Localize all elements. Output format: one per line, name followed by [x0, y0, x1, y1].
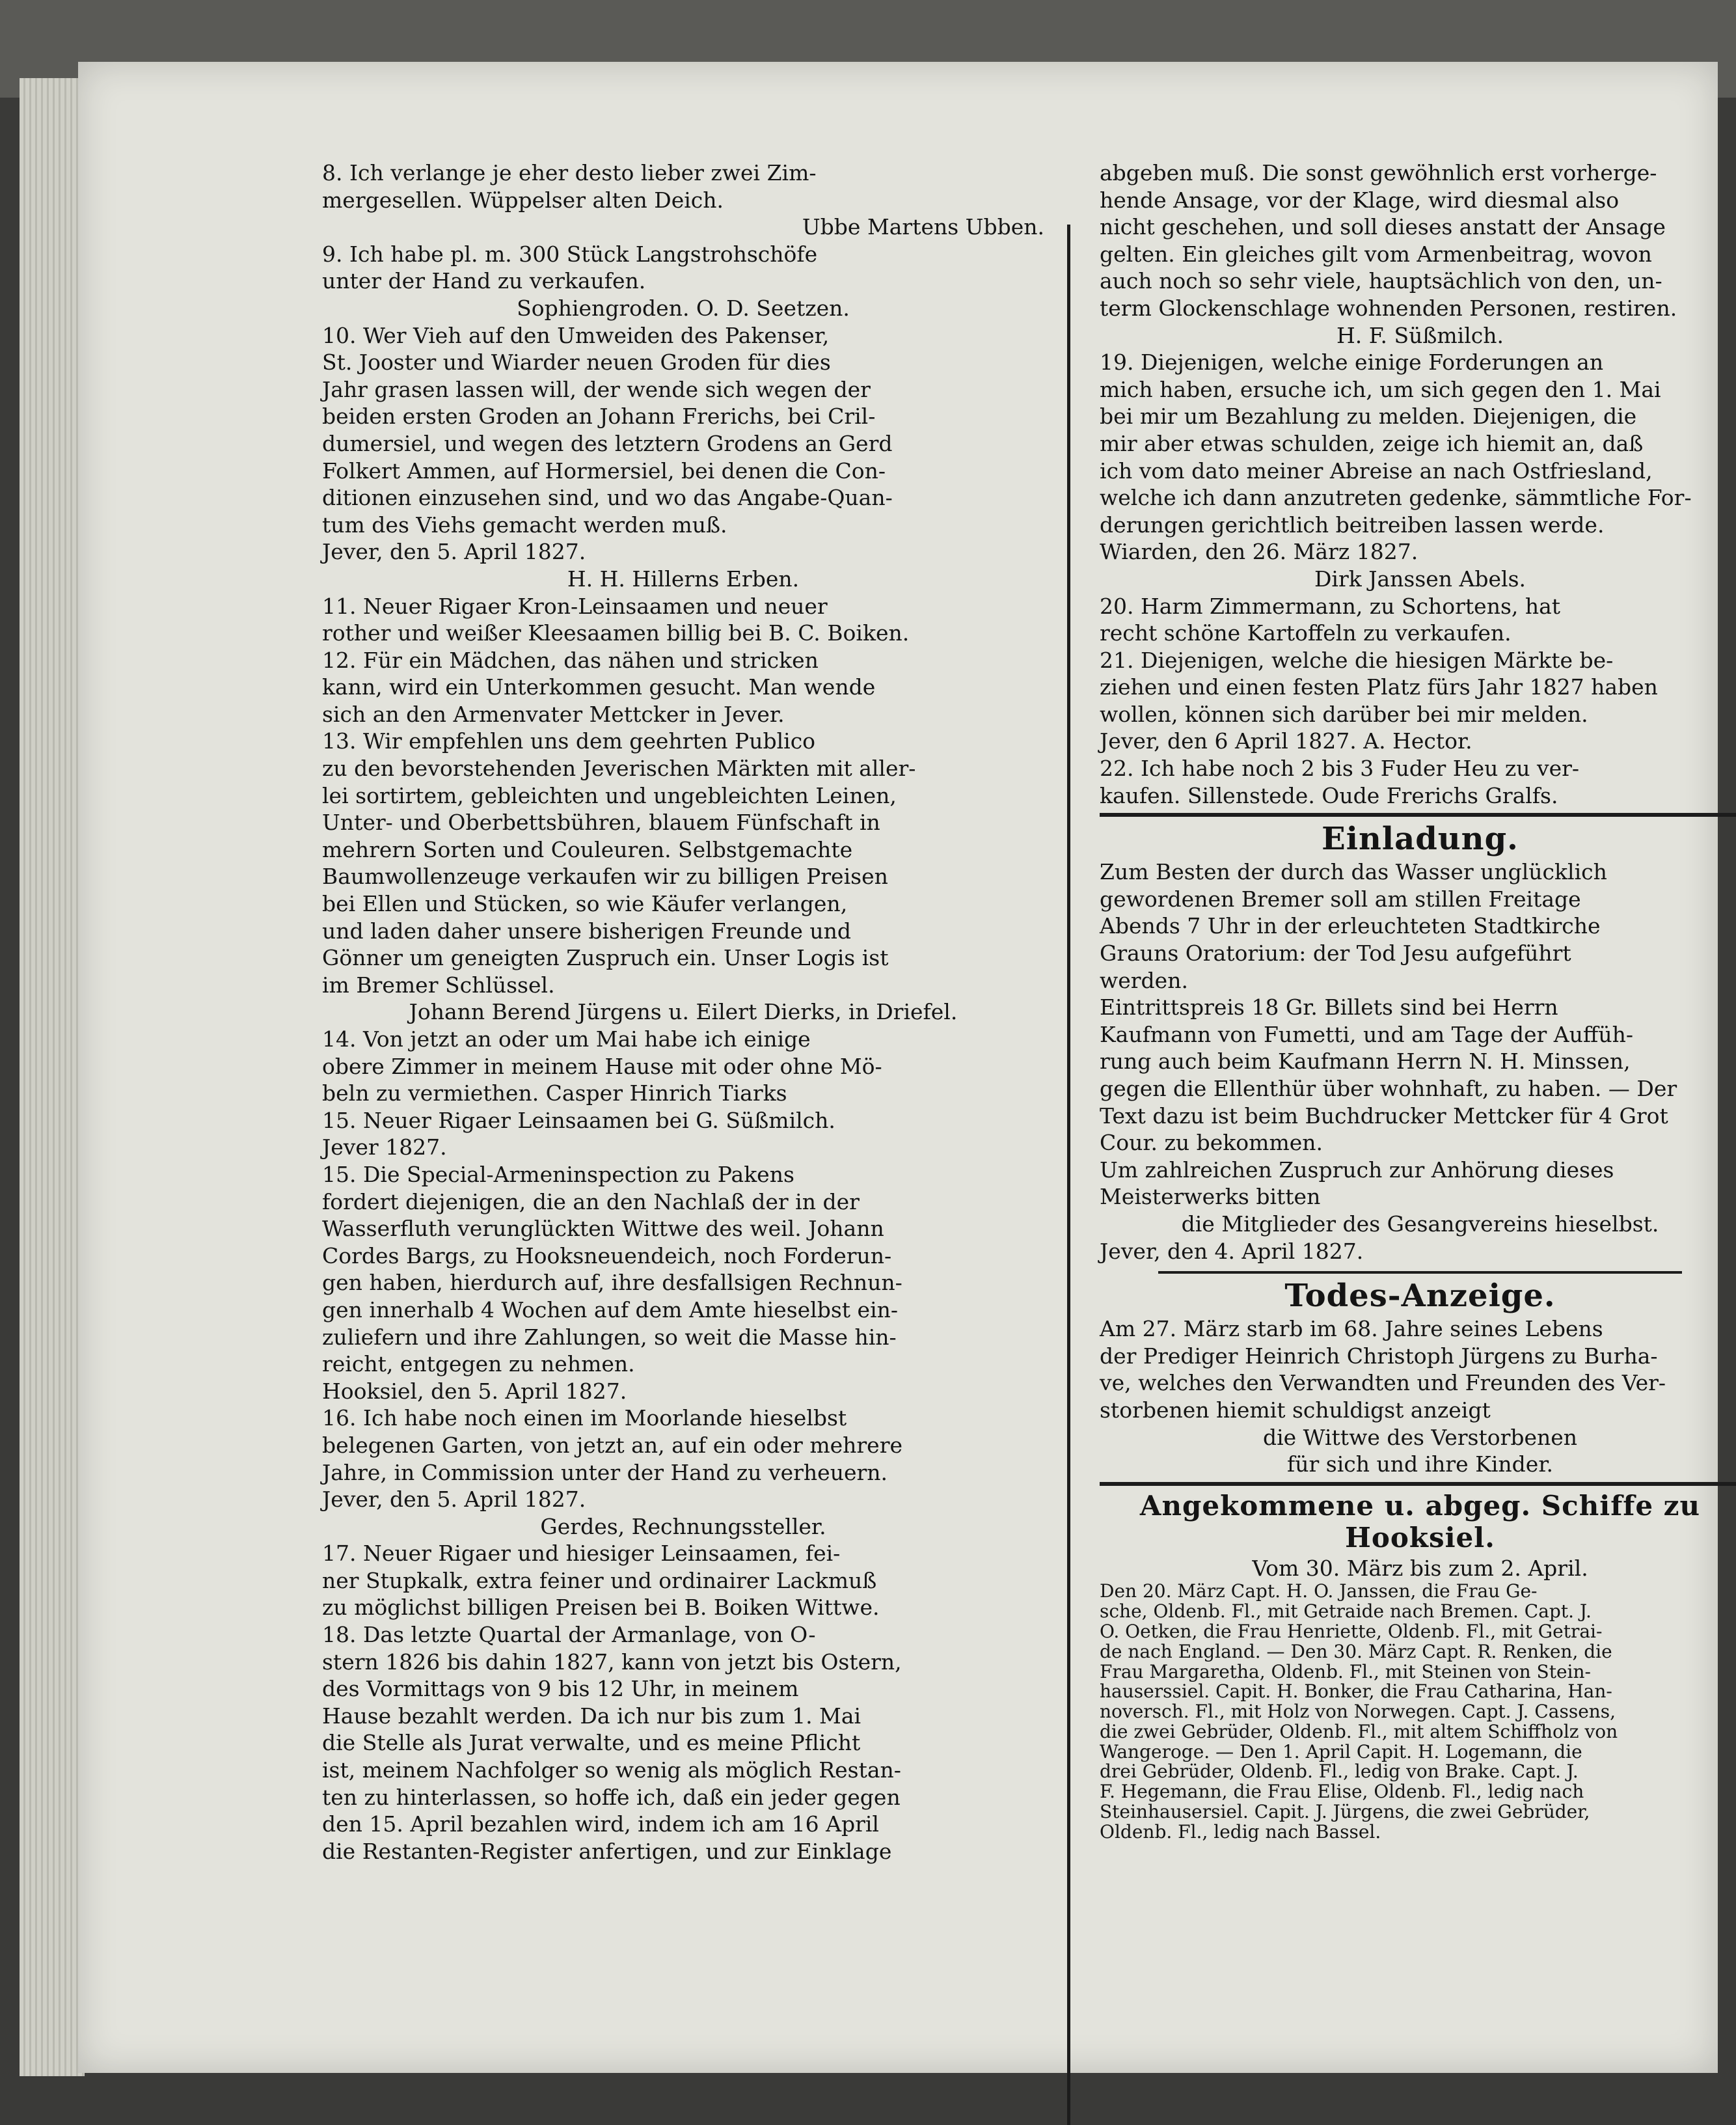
notice-19-signature: Dirk Janssen Abels.: [1314, 566, 1526, 592]
notice-17: 17. Neuer Rigaer und hiesiger Leinsaamen, fei- ner Stupkalk, extra feiner und ordinairer Lackmuß zu möglichst billigen Preisen bei B. Boiken Wittwe.: [322, 1541, 880, 1621]
notice-21: 21. Diejenigen, welche die hiesigen Märkte be- ziehen und einen festen Platz fürs Jahr 1827 haben wollen, können sich darüber bei mir melden.: [1100, 647, 1658, 727]
schiffe-text: Den 20. März Capt. H. O. Janssen, die Frau Ge- sche, Oldenb. Fl., mit Getraide nach Bremen. Capt. J. O. Oetken, die Frau Henriette, Oldenb. Fl., mit Getrai- de nach England. — Den 30. März Capt. R. Renken, die Frau Margaretha, Oldenb. Fl., mit Steinen von Stein- hauserssiel. Capit. H. Bonker, die Frau Catharina, Han- noversch. Fl., mit Holz von Norwegen. Capt. J. Cassens, die zwei Gebrüder, Oldenb. Fl., mit altem Schiffholz von Wangeroge. — Den 1. April Capit. H. Logemann, die drei Gebrüder, Oldenb. Fl., ledig von Brake. Capt. J. F. Hegemann, die Frau Elise, Oldenb. Fl., ledig nach Steinhausersiel. Capit. J. Jürgens, die zwei Gebrüder, Oldenb. Fl., ledig nach Bassel.: [1100, 1580, 1618, 1843]
notice-10-place: Jever, den 5. April 1827.: [322, 539, 586, 565]
einladung-price: Eintrittspreis 18 Gr. Billets sind bei Herrn Kaufmann von Fumetti, und am Tage der Auffüh- rung auch beim Kaufmann Herrn N. H. Minssen, gegen die Ellenthür über wohnhaft, zu haben. — Der Text dazu ist beim Buchdrucker Mettcker für 4 Grot Cour. zu bekommen.: [1100, 994, 1677, 1156]
notice-11: 11. Neuer Rigaer Kron-Leinsaamen und neuer rother und weißer Kleesaamen billig bei B. C. Boiken.: [322, 593, 910, 646]
notice-14: 14. Von jetzt an oder um Mai habe ich einige obere Zimmer in meinem Hause mit oder ohne Mö- beln zu vermiethen. Casper Hinrich Tiarks: [322, 1026, 882, 1106]
newspaper-page: [78, 62, 1718, 2073]
schiffe-list: [1100, 1582, 1736, 1842]
notice-10: 10. Wer Vieh auf den Umweiden des Pakenser, St. Jooster und Wiarder neuen Groden für dies Jahr grasen lassen will, der wende sich wegen der beiden ersten Groden an Johann Frerichs, bei Cril- dumersiel, und wegen des letztern Grodens an Gerd Folkert Ammen, auf Hormersiel, bei denen die Con- ditionen einzusehen sind, und wo das Angabe-Quan- tum des Viehs gemacht werden muß.: [322, 322, 893, 538]
notice-8-signature: Ubbe Martens Ubben.: [802, 214, 1044, 240]
notice-19-place: Wiarden, den 26. März 1827.: [1100, 539, 1418, 565]
notice-18-signature: H. F. Süßmilch.: [1336, 322, 1504, 348]
todes-signature: die Wittwe des Verstorbenen für sich und ihre Kinder.: [1262, 1424, 1578, 1477]
notice-18-continuation: abgeben muß. Die sonst gewöhnlich erst vorherge- hende Ansage, vor der Klage, wird diesmal also nicht geschehen, und soll dieses anstatt der Ansage gelten. Ein gleiches gilt vom Armenbeitrag, wovon auch noch so sehr viele, hauptsächlich von den, un- term Glockenschlage wohnenden Personen, restiren.: [1100, 160, 1677, 321]
section-rule: [1100, 1482, 1736, 1486]
notice-12: 12. Für ein Mädchen, das nähen und stricken kann, wird ein Unterkommen gesucht. Man wende sich an den Armenvater Mettcker in Jever.: [322, 647, 876, 727]
notice-13: 13. Wir empfehlen uns dem geehrten Publico zu den bevorstehenden Jeverischen Märkten mit aller- lei sortirtem, gebleichten und ungebleichten Leinen, Unter- und Oberbettsbühren, blauem Fünfschaft in mehrern Sorten und Couleuren. Selbstgemachte Baumwollenzeuge verkaufen wir zu billigen Preisen bei Ellen und Stücken, so wie Käufer verlangen, und laden daher unsere bisherigen Freunde und Gönner um geneigten Zuspruch ein. Unser Logis ist im Bremer Schlüssel.: [322, 728, 916, 998]
notice-18: 18. Das letzte Quartal der Armanlage, von O- stern 1826 bis dahin 1827, kann von jetzt bis Ostern, des Vormittags von 9 bis 12 Uhr, in meinem Hause bezahlt werden. Da ich nur bis zum 1. Mai die Stelle als Jurat verwalte, und es meine Pflicht ist, meinem Nachfolger so wenig als möglich Restan- ten zu hinterlassen, so hoffe ich, daß ein jeder gegen den 15. April bezahlen wird, indem ich am 16 April die Restanten-Register anfertigen, und zur Einklage: [322, 1622, 902, 1864]
schiffe-heading: Angekommene u. abgeg. Schiffe zu Hooksiel.: [1139, 1489, 1701, 1554]
section-rule: [1100, 813, 1736, 817]
einladung-heading: Einladung.: [1322, 821, 1519, 858]
notice-10-signature: H. H. Hillerns Erben.: [567, 566, 800, 592]
notice-16-signature: Gerdes, Rechnungssteller.: [540, 1513, 826, 1539]
notice-13-signature: Johann Berend Jürgens u. Eilert Dierks, in Driefel.: [409, 999, 958, 1025]
notice-15b: 15. Die Special-Armeninspection zu Pakens fordert diejenigen, die an den Nachlaß der in der Wasserfluth verunglückten Wittwe des weil. Johann Cordes Bargs, zu Hooksneuendeich, noch Forderun- gen haben, hierdurch auf, ihre desfallsigen Rechnun- gen innerhalb 4 Wochen auf dem Amte hieselbst ein- zuliefern und ihre Zahlungen, so weit die Masse hin- reicht, entgegen zu nehmen.: [322, 1161, 902, 1377]
notice-19: 19. Diejenigen, welche einige Forderungen an mich haben, ersuche ich, um sich gegen den 1. Mai bei mir um Bezahlung zu melden. Diejenigen, die mir aber etwas schulden, zeige ich hiemit an, daß ich vom dato meiner Abreise an nach Ostfriesland, welche ich dann anzutreten gedenke, sämmtliche For- derungen gerichtlich beitreiben lassen werde.: [1100, 350, 1692, 538]
notice-15a: 15. Neuer Rigaer Leinsaamen bei G. Süßmilch. Jever 1827.: [322, 1107, 835, 1160]
section-rule: [1158, 1271, 1682, 1274]
notice-21-place: Jever, den 6 April 1827. A. Hector.: [1100, 728, 1472, 754]
einladung-text: Zum Besten der durch das Wasser unglücklich gewordenen Bremer soll am stillen Freitage Abends 7 Uhr in der erleuchteten Stadtkirche Grauns Oratorium: der Tod Jesu aufgeführt werden.: [1100, 859, 1607, 993]
notice-16-place: Jever, den 5. April 1827.: [322, 1487, 586, 1513]
column-divider: [1067, 225, 1070, 2125]
notice-22: 22. Ich habe noch 2 bis 3 Fuder Heu zu ver- kaufen. Sillenstede. Oude Frerichs Gralfs.: [1100, 756, 1580, 808]
todes-text: Am 27. März starb im 68. Jahre seines Lebens der Prediger Heinrich Christoph Jürgens zu Burha- ve, welches den Verwandten und Freunden des Ver- storbenen hiemit schuldigst anzeigt: [1100, 1316, 1666, 1423]
einladung-close: Um zahlreichen Zuspruch zur Anhörung dieses Meisterwerks bitten: [1100, 1157, 1614, 1210]
left-column: [322, 159, 1044, 1865]
notice-15b-place: Hooksiel, den 5. April 1827.: [322, 1378, 627, 1404]
notice-8: 8. Ich verlange je eher desto lieber zwei Zim- mergesellen. Wüppelser alten Deich.: [322, 160, 817, 213]
notice-16: 16. Ich habe noch einen im Moorlande hieselbst belegenen Garten, von jetzt an, auf ein oder mehrere Jahre, in Commission unter der Hand zu verheuern.: [322, 1405, 902, 1485]
notice-9-signature: Sophiengroden. O. D. Seetzen.: [517, 295, 850, 321]
notice-9: 9. Ich habe pl. m. 300 Stück Langstrohschöfe unter der Hand zu verkaufen.: [322, 241, 818, 294]
right-column: [1100, 159, 1736, 1843]
einladung-place: Jever, den 4. April 1827.: [1100, 1238, 1364, 1264]
notice-20: 20. Harm Zimmermann, zu Schortens, hat recht schöne Kartoffeln zu verkaufen.: [1100, 593, 1561, 646]
schiffe-dates: Vom 30. März bis zum 2. April.: [1252, 1555, 1588, 1581]
einladung-signature: die Mitglieder des Gesangvereins hieselbst.: [1181, 1211, 1659, 1237]
todes-anzeige-heading: Todes-Anzeige.: [1284, 1278, 1556, 1315]
page-edges: [20, 78, 85, 2076]
